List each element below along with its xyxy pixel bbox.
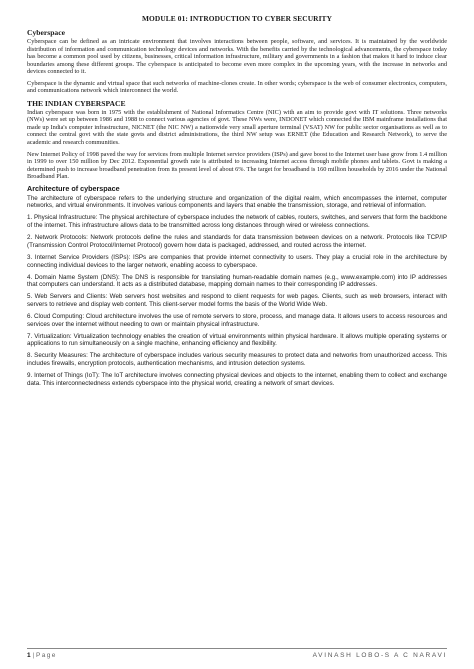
list-item: 3. Internet Service Providers (ISPs): ISPs are companies that provide internet connectivity to users. They play a crucial role in the architecture by connecting individual devices to the larger network, enabling access to cyberspace. [27,253,447,269]
list-item: 4. Domain Name System (DNS): The DNS is responsible for translating human-readable domain names (e.g., www.example.com) into IP addresses that computers can understand. It acts as a distributed database, mapping domain names to their corresponding IP addresses. [27,273,447,289]
section-heading-indian-cyberspace: THE INDIAN CYBERSPACE [27,98,126,108]
page-indicator [27,652,57,659]
document-title: MODULE 01: INTRODUCTION TO CYBER SECURITY [141,14,333,23]
paragraph: Cyberspace is the dynamic and virtual space that such networks of machine-clones create. In other words; cyberspace is the web of consumer electronics, computers, and communications network which interconnect the world. [27,79,447,95]
paragraph: Indian cyberspace was born in 1975 with the establishment of National Informatics Centre (NIC) with an aim to provide govt with IT solutions. Three networks (NWs) were set up between 1986 and 1988 to connect various agencies of govt. These NWs were, INDONET which connected the IBM mainframe installations that made up India's computer infrastructure, NICNET (the NIC NW) a nationwide very small aperture terminal (VSAT) NW for public sector organisations as well as to connect the central govt with the state govts and district administrations, the third NW setup was ERNET (the Education and Research Network), to serve the academic and research communities. [27,108,447,147]
footer-author: AVINASH LOBO-S A C NARAVI [312,652,447,659]
list-item: 2. Network Protocols: Network protocols define the rules and standards for data transmission between devices on a network. Protocols like TCP/IP (Transmission Control Protocol/Internet Protocol) govern how data is packaged, addressed, and routed across the internet. [27,234,447,249]
page-label: Page [35,652,57,659]
list-item: 9. Internet of Things (IoT): The IoT architecture involves connecting physical devices and objects to the internet, enabling them to collect and exchange data. This interconnectedness extends cyberspace into the physical world, creating a network of smart devices. [27,372,447,387]
section-heading-cyberspace: Cyberspace [27,28,65,37]
list-item: 1. Physical Infrastructure: The physical architecture of cyberspace includes the network of cables, routers, switches, and servers that form the backbone of the internet. This infrastructure allows data to be transmitted across long distances through wired or wireless connections. [27,214,447,230]
section-heading-architecture: Architecture of cyberspace [27,183,120,193]
paragraph: New Internet Policy of 1998 paved the way for services from multiple Internet service providers (ISPs) and gave boost to the Internet user base grow from 1.4 million in 1999 to over 150 million by Dec 2012. Exponential growth rate is attributed to increasing Internet access through mobile phones and tablets. Govt is making a determined push to increase broadband penetration from its present level of about 6%. The target for broadband is 160 million households by 2016 under the National Broadband Plan. [27,150,447,181]
list-item: 8. Security Measures: The architecture of cyberspace includes various security measures to protect data and networks from unauthorized access. This includes firewalls, encryption protocols, authentication mechanisms, and intrusion detection systems. [27,352,447,368]
list-item: 6. Cloud Computing: Cloud architecture involves the use of remote servers to store, process, and manage data. It allows users to access resources and services over the internet without needing to own or maintain physical infrastructure. [27,312,447,328]
list-item: 5. Web Servers and Clients: Web servers host websites and respond to client requests for web pages. Clients, such as web browsers, interact with servers to retrieve and display web content. This client-server model forms the basis of the World Wide Web. [27,293,447,308]
section-cyberspace [27,28,447,95]
section-indian-cyberspace [27,99,447,181]
page-separator: | [32,652,35,659]
paragraph: The architecture of cyberspace refers to the underlying structure and organization of the digital realm, which encompasses the internet, computer networks, and virtual environments. It involves various components and layers that enable the transmission, storage, and retrieval of information. [27,194,447,210]
section-architecture [27,184,447,388]
page-footer [27,648,447,659]
list-item: 7. Virtualization: Virtualization technology enables the creation of virtual environments within physical hardware. It allows multiple operating systems or applications to run simultaneously on a single machine, enhancing efficiency and flexibility. [27,332,447,348]
page-number: 1 [27,652,31,659]
paragraph: Cyberspace can be defined as an intricate environment that involves interactions between people, software, and services. It is maintained by the worldwide distribution of information and communication technology devices and networks. With the benefits carried by the technological advancements, the cyberspace today has become a common pool used by citizens, businesses, critical information infrastructure, military and governments in a fashion that makes it hard to induce clear boundaries among these different groups. The cyberspace is anticipated to become even more complex in the upcoming years, with the increase in networks and devices connected to it. [27,38,447,76]
